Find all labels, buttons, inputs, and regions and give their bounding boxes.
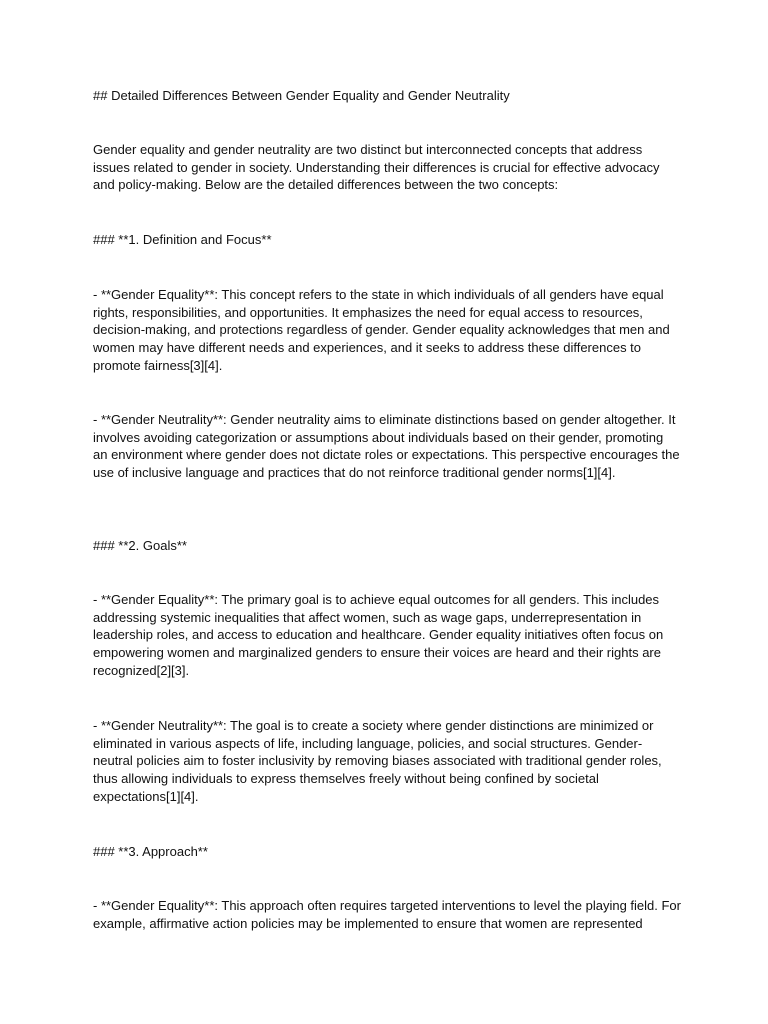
section-heading-goals: ### **2. Goals** bbox=[93, 538, 187, 553]
section-heading-approach: ### **3. Approach** bbox=[93, 844, 208, 859]
list-item-equality-approach: - **Gender Equality**: This approach often requires targeted interventions to level the playing field. For example, affirmative action policies may be implemented to ensure that women are represented bbox=[93, 898, 681, 931]
intro-paragraph: Gender equality and gender neutrality are two distinct but interconnected concepts that address issues related to gender in society. Understanding their differences is crucial for effective advocacy and policy-making. Below are the detailed differences between the two concepts: bbox=[93, 142, 660, 193]
list-item-equality-goals: - **Gender Equality**: The primary goal is to achieve equal outcomes for all genders. This includes addressing systemic inequalities that affect women, such as wage gaps, underrepresentation in leadership roles, and access to education and healthcare. Gender equality initiatives often focus on empowering women and marginalized genders to ensure their voices are heard and their rights are recognized[2][3]. bbox=[93, 592, 664, 678]
list-item-neutrality-goals: - **Gender Neutrality**: The goal is to create a society where gender distinctions are minimized or eliminated in various aspects of life, including language, policies, and social structures. Gender-neutral policies aim to foster inclusivity by removing biases associated with traditional gender roles, thus allowing individuals to express themselves freely without being confined by societal expectations[1][4]. bbox=[93, 718, 662, 804]
section-heading-definition: ### **1. Definition and Focus** bbox=[93, 232, 272, 247]
list-item-equality-definition: - **Gender Equality**: This concept refers to the state in which individuals of all genders have equal rights, responsibilities, and opportunities. It emphasizes the need for equal access to resources, decision-making, and protections regardless of gender. Gender equality acknowledges that men and women may have different needs and experiences, and it seeks to address these differences to promote fairness[3][4]. bbox=[93, 287, 670, 373]
list-item-neutrality-definition: - **Gender Neutrality**: Gender neutrality aims to eliminate distinctions based on gender altogether. It involves avoiding categorization or assumptions about individuals based on their gender, promoting an environment where gender does not dictate roles or expectations. This perspective encourages the use of inclusive language and practices that do not reinforce traditional gender norms[1][4]. bbox=[93, 412, 680, 481]
document-title: ## Detailed Differences Between Gender Equality and Gender Neutrality bbox=[93, 88, 510, 103]
